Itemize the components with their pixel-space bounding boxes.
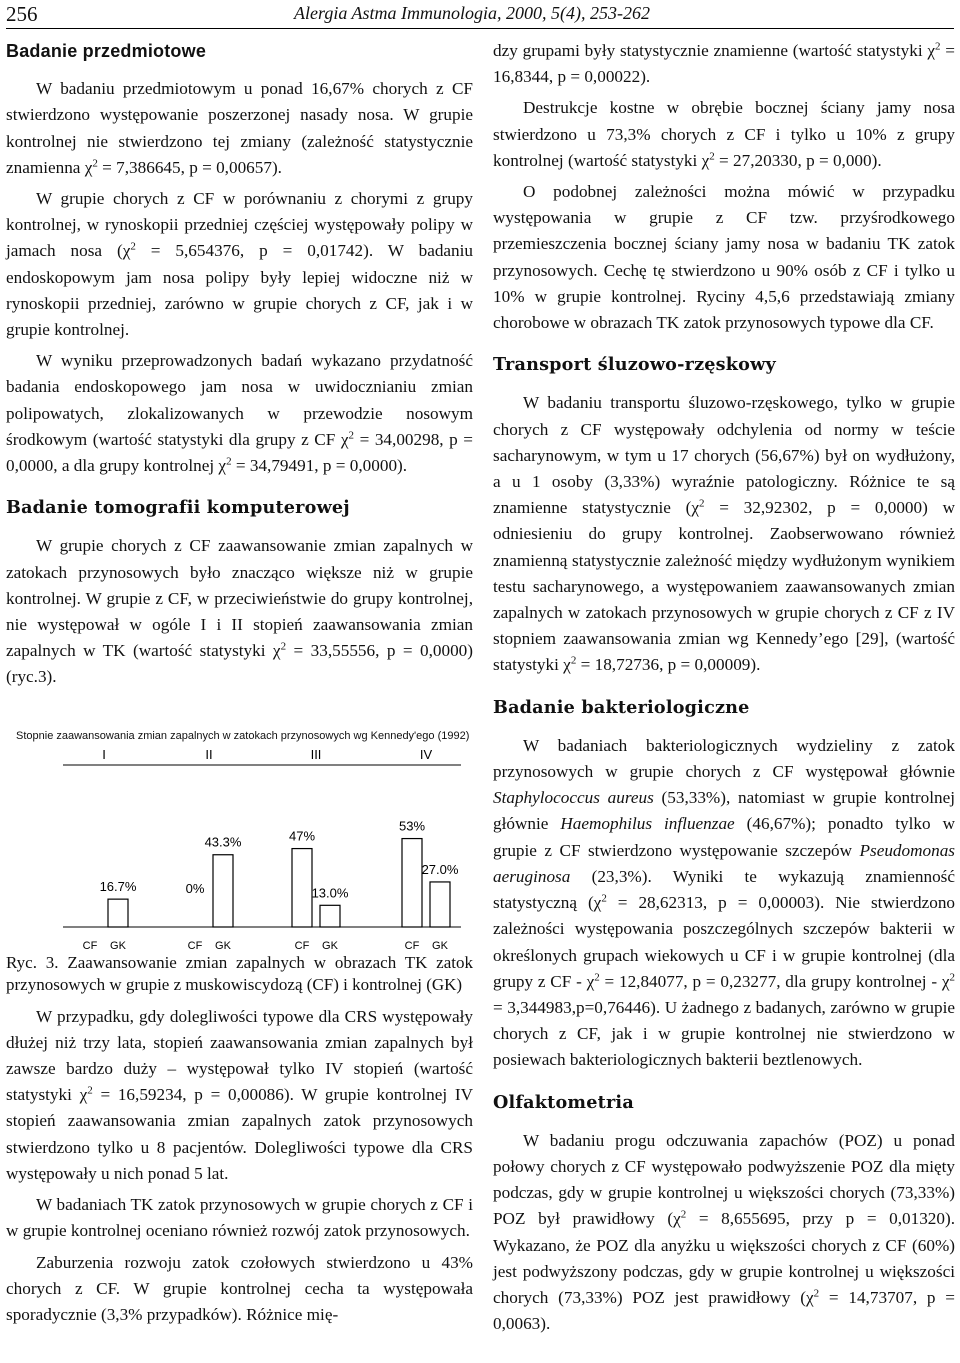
running-header: [6, 0, 954, 29]
data-label: 13.0%: [311, 884, 349, 900]
paragraph: W badaniu transportu śluzowo-rzęskowego, tylko w grupie chorych z CF występowały odchylenia od normy w teście sacharynowym, w tym u 17 chorych (56,67%) był on wydłużony, a u 1 osoby (3,33%) wyraźnie patologiczny. Różnice te są znamienne statystycznie ($\chi^2 = 32,92302$, p = 0,0000) w odniesieniu do grupy kontrolnej. Zaobserwowano również znamienną statystycznie zależność między wydłużonym wynikiem testu sacharynowego, a występowaniem zaawansowanych zmian zapalnych w zatokach przynosowych w grupie chorych z CF z IV stopniem zaawansowania zmian wg Kennedy’ego [29], (wartość statystyki $\chi^2 = 18,72736$, p = 0,00009).: [493, 393, 955, 675]
chart-title: Stopnie zaawansowania zmian zapalnych w zatokach przynosowych wg Kennedy'ego (1992): [16, 729, 470, 742]
group-label: IV: [419, 746, 433, 762]
section-heading-physical-exam: Badanie przedmiotowe: [6, 41, 207, 61]
bar-gk: [213, 854, 233, 926]
series-tick-label: CF: [187, 939, 203, 952]
data-label: 0%: [185, 880, 205, 896]
paragraph: W przypadku, gdy dolegliwości typowe dla CRS występowały dłużej niż trzy lata, stopień zaawansowania zmian zapalnych był zawsze bardzo duży – występował tylko IV stopień (wartość statystyki $\chi^2 = 16,59234$, p = 0,00086). W grupie kontrolnej IV stopień zaawansowania zmian zapalnych zatok przynosowych stwierdzono tylko u 8 pacjentów. Dolegliwości typowe dla CRS występowały u nich ponad 5 lat.: [6, 1006, 473, 1183]
group-label: III: [310, 746, 322, 762]
data-label: 27.0%: [421, 861, 459, 877]
page-number: 256: [6, 2, 38, 26]
paragraph: dzy grupami były statystycznie znamienne (wartość statystyki $\chi^2 = 16,8344$, p = 0,00022).: [493, 40, 955, 87]
bar-cf: [292, 848, 312, 926]
bar-cf: [402, 838, 422, 926]
paragraph: Destrukcje kostne w obrębie bocznej ściany jamy nosa stwierdzono u 73,3% chorych z CF i tylko u 10% z grupy kontrolnej (wartość statystyki $\chi^2 = 27,20330$, p = 0,000).: [493, 98, 955, 170]
paragraph: W badaniu przedmiotowym u ponad 16,67% chorych z CF stwierdzono występowanie poszerzonej nasady nosa. W grupie kontrolnej nie stwierdzono tej zmiany (zależność statystycznie znamienna $\chi^2 = 7,386645$, p = 0,00657).: [6, 79, 473, 177]
series-tick-label: GK: [215, 939, 231, 952]
left-column: [6, 38, 473, 1328]
group-label: I: [102, 746, 106, 762]
series-tick-label: CF: [82, 939, 98, 952]
data-label: 16.7%: [99, 878, 137, 894]
bar-gk: [108, 899, 128, 927]
series-tick-label: CF: [404, 939, 420, 952]
paragraph: Zaburzenia rozwoju zatok czołowych stwierdzono u 43% chorych z CF. W grupie kontrolnej cecha ta występowała sporadycznie (3,3% przypadków). Różnice mię-: [6, 1252, 473, 1324]
paragraph: W badaniach bakteriologicznych wydzieliny z zatok przynosowych w grupie chorych z CF występował głównie Staphylococcus aureus (53,33%), natomiast w grupie kontrolnej głównie Haemophilus influenzae (46,67%); ponadto tylko w grupie z CF stwierdzono występowanie szczepów Pseudomonas aeruginosa (23,3%). Wyniki te wykazują znamienność statystyczną ($\chi^2 = 28,62313$, p = 0,00003). Nie stwierdzono zależności występowania poszczególnych szczepów bakterii w określonych grupach wiekowych u CF i w grupie kontrolnej (dla grupy z CF - $\chi^2 = 12,84077$, p = 0,23277, dla grupy kontrolnej - $\chi^2 = 3,344983,p=0,76446$). U żadnego z badanych, zarówno w grupie chorych z CF, jak i w grupie kontrolnej nie stwierdzono w posiewach bakteriologicznych bakterii beztlenowych.: [493, 735, 956, 1070]
data-label: 53%: [398, 818, 426, 834]
paragraph: W badaniu progu odczuwania zapachów (POZ) u ponad połowy chorych z CF występowało podwyższenie POZ dla mięty podczas, gdy w grupie kontrolnej u większości chorych (73,33%) POZ był prawidłowy ($\chi^2 = 8,655695$, przy p = 0,01320). Wykazano, że POZ dla anyżku u większości chorych z CF (60%) jest podwyższony podczas, gdy w grupie kontrolnej u większości chorych (73,33%) POZ jest prawidłowy ($\chi^2 = 14,73707$, p = 0,0063).: [493, 1130, 956, 1334]
journal-citation: Alergia Astma Immunologia, 2000, 5(4), 253-262: [294, 3, 650, 23]
bar-gk: [320, 905, 340, 927]
paragraph: W badaniach TK zatok przynosowych w grupie chorych z CF i w grupie kontrolnej oceniano również rozwój zatok przynosowych.: [6, 1195, 473, 1241]
series-tick-label: GK: [322, 939, 338, 952]
section-heading-ct: Badanie tomografii komputerowej: [6, 497, 350, 519]
group-label: II: [205, 746, 213, 762]
series-tick-label: GK: [432, 939, 448, 952]
figure-3-chart: [6, 717, 473, 952]
paragraph: W grupie chorych z CF w porównaniu z chorymi z grupy kontrolnej, w rynoskopii przedniej częściej występowały polipy w jamach nosa ($\chi^2 = 5,654376$, p = 0,01742). W badaniu endoskopowym jam nosa polipy były lepiej widoczne niż w rynoskopii przedniej, zarówno w grupie chorych z CF, jak i w grupie kontrolnej.: [6, 189, 474, 340]
right-column: [493, 38, 955, 1337]
section-heading-mucociliary: Transport śluzowo-rzęskowy: [493, 354, 776, 376]
series-tick-label: CF: [294, 939, 310, 952]
paragraph: W grupie chorych z CF zaawansowanie zmian zapalnych w zatokach przynosowych było znacząco większe niż w grupie kontrolnej. W grupie z CF, w przeciwieństwie do grupy kontrolnej, nie występował w ogóle I i II stopień zaawansowania zmian zapalnych w TK (wartość statystyki $\chi^2 = 33,55556$, p = 0,0000) (ryc.3).: [6, 536, 473, 687]
figure-caption: Ryc. 3. Zaawansowanie zmian zapalnych w obrazach TK zatok przynosowych w grupie z muskowiscydozą (CF) i kontrolnej (GK): [6, 952, 473, 994]
data-label: 43.3%: [204, 834, 242, 850]
section-heading-bacteriology: Badanie bakteriologiczne: [493, 696, 750, 718]
paragraph: W wyniku przeprowadzonych badań wykazano przydatność badania endoskopowego jam nosa w uwidocznianiu zmian polipowatych, zlokalizowanych w przewodzie nosowym środkowym (wartość statystyki dla grupy z CF $\chi^2 = 34,00298$, p = 0,0000, a dla grupy kontrolnej $\chi^2 = 34,79491$, p = 0,0000).: [6, 351, 474, 476]
data-label: 47%: [288, 828, 316, 844]
bar-gk: [430, 882, 450, 927]
section-heading-olfactometry: Olfaktometria: [493, 1091, 634, 1113]
paragraph: O podobnej zależności można mówić w przypadku występowania w grupie z CF tzw. przyśrodkowego przemieszczenia bocznej ściany jamy nosa w badaniu TK zatok przynosowych. Cechę tę stwierdzono u 90% osób z CF i tylko u 10% w grupie kontrolnej. Ryciny 4,5,6 przedstawiają zmiany chorobowe w obrazach TK zatok przynosowych typowe dla CF.: [493, 182, 955, 333]
bar-chart: [6, 717, 473, 952]
series-tick-label: GK: [110, 939, 126, 952]
